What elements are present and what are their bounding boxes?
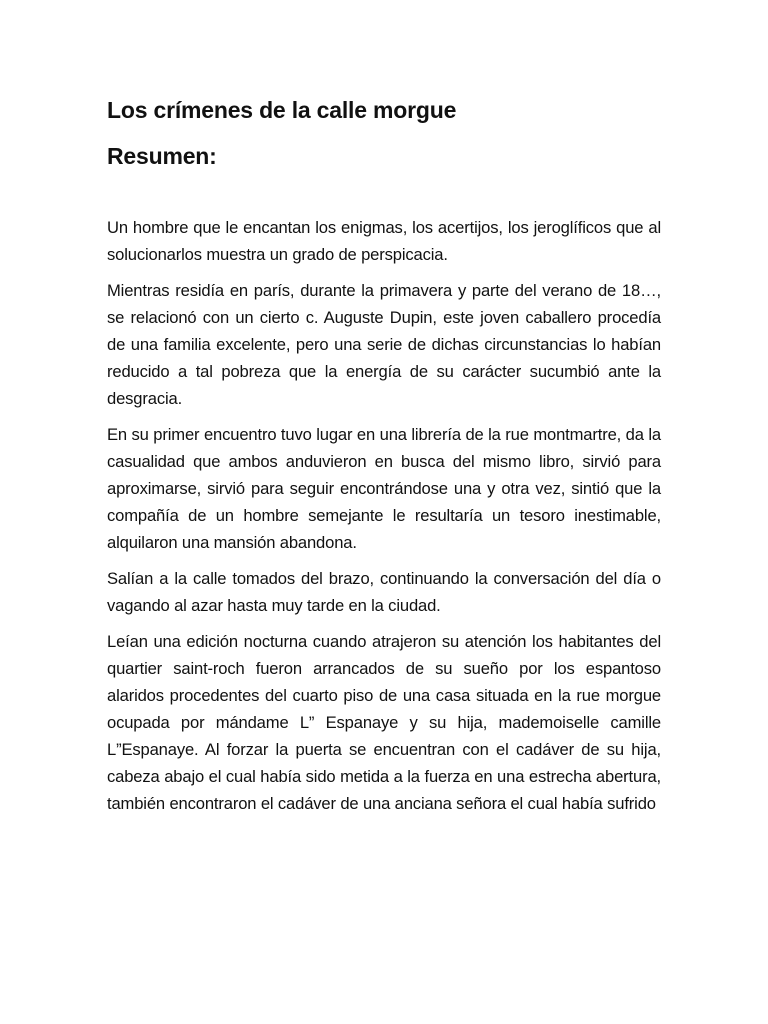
document-body — [107, 214, 661, 817]
paragraph: Mientras residía en parís, durante la primavera y parte del verano de 18…, se relacionó con un cierto c. Auguste Dupin, este joven caballero procedía de una familia excelente, pero una serie de dichas circunstancias lo habían reducido a tal pobreza que la energía de su carácter sucumbió ante la desgracia. — [107, 281, 661, 408]
paragraph: En su primer encuentro tuvo lugar en una librería de la rue montmartre, da la casualidad que ambos anduvieron en busca del mismo libro, sirvió para aproximarse, sirvió para seguir encontrándose una y otra vez, sintió que la compañía de un hombre semejante le resultaría un tesoro inestimable, alquilaron una mansión abandona. — [107, 425, 661, 552]
document-subtitle: Resumen: — [107, 143, 217, 169]
paragraph: Leían una edición nocturna cuando atrajeron su atención los habitantes del quartier saint-roch fueron arrancados de su sueño por los espantoso alaridos procedentes del cuarto piso de una casa situada en la rue morgue ocupada por mándame L” Espanaye y su hija, mademoiselle camille L”Espanaye. Al forzar la puerta se encuentran con el cadáver de su hija, cabeza abajo el cual había sido metida a la fuerza en una estrecha abertura, también encontraron el cadáver de una anciana señora el cual había sufrido — [107, 632, 661, 813]
document-title: Los crímenes de la calle morgue — [107, 97, 457, 123]
paragraph: Salían a la calle tomados del brazo, continuando la conversación del día o vagando al azar hasta muy tarde en la ciudad. — [107, 569, 661, 615]
document-page — [107, 94, 661, 826]
paragraph: Un hombre que le encantan los enigmas, los acertijos, los jeroglíficos que al solucionarlos muestra un grado de perspicacia. — [107, 218, 661, 264]
